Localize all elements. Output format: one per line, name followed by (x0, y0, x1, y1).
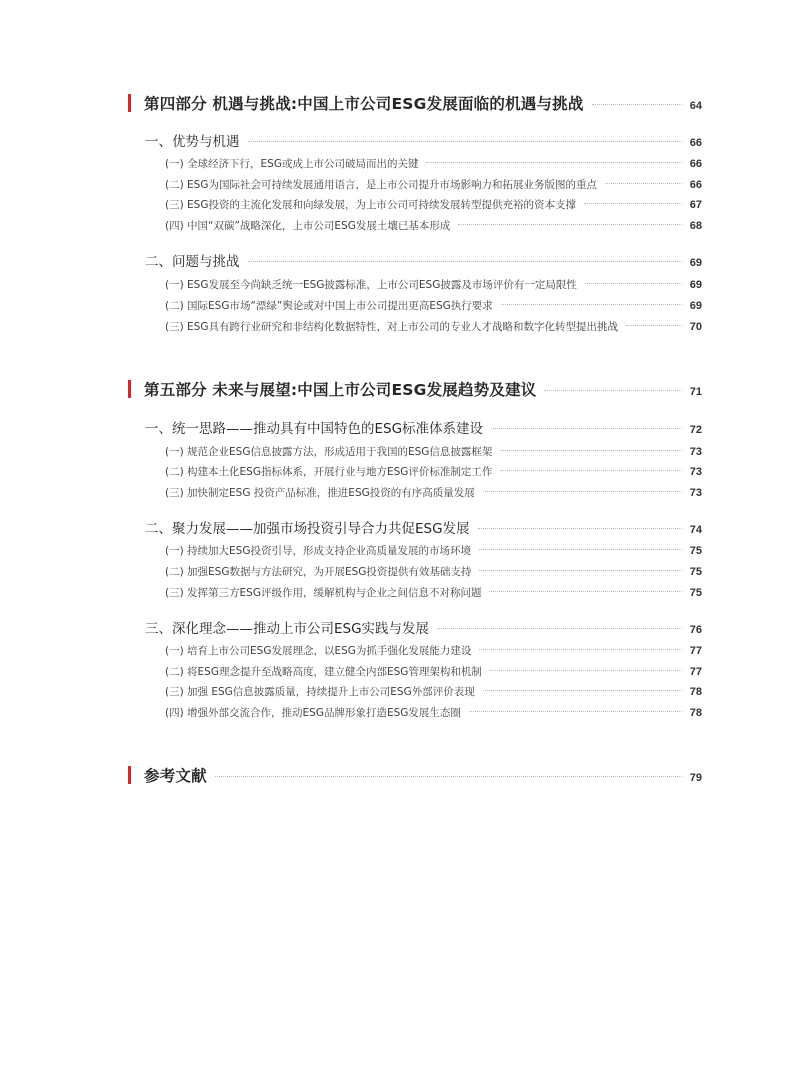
page-number: 69 (689, 279, 702, 291)
dot-leader (544, 390, 681, 391)
toc-item[interactable] (165, 444, 702, 462)
part-title: 参考文献 (144, 767, 207, 785)
toc-item[interactable] (165, 485, 702, 503)
dot-leader (483, 690, 682, 691)
page-number: 72 (689, 424, 702, 436)
dot-leader (215, 776, 682, 777)
toc-section-5-1[interactable] (145, 417, 702, 437)
dot-leader (592, 104, 682, 105)
toc-item[interactable] (165, 319, 702, 337)
item-title: (一) 规范企业ESG信息披露方法，形成适用于我国的ESG信息披露框架 (165, 446, 493, 458)
toc-item[interactable] (165, 464, 702, 482)
item-title: (二) ESG为国际社会可持续发展通用语言，是上市公司提升市场影响力和拓展业务版图的重点 (165, 179, 597, 191)
page-number: 68 (689, 220, 702, 232)
dot-leader (489, 591, 681, 592)
section-title: 二、聚力发展——加强市场投资引导合力共促ESG发展 (145, 521, 470, 537)
part-marker (128, 94, 131, 112)
toc-item[interactable] (165, 277, 702, 295)
toc-item[interactable] (165, 197, 702, 215)
page-number: 73 (689, 487, 702, 499)
dot-leader (490, 670, 682, 671)
page-number: 75 (689, 545, 702, 557)
dot-leader (491, 428, 682, 429)
toc-section-4-2[interactable] (145, 250, 702, 270)
toc-references[interactable] (128, 764, 702, 788)
toc-part-5[interactable] (128, 378, 702, 402)
page-number: 66 (689, 179, 702, 191)
dot-leader (248, 141, 682, 142)
page-number: 78 (689, 686, 702, 698)
toc-item[interactable] (165, 643, 702, 661)
dot-leader (626, 325, 682, 326)
item-title: (二) 国际ESG市场“漂绿”舆论或对中国上市公司提出更高ESG执行要求 (165, 300, 493, 312)
page-number: 77 (689, 666, 702, 678)
section-title: 二、问题与挑战 (145, 254, 240, 270)
page-number: 75 (689, 566, 702, 578)
page-number: 71 (689, 386, 702, 398)
page-number: 73 (689, 446, 702, 458)
section-title: 一、统一思路——推动具有中国特色的ESG标准体系建设 (145, 421, 484, 437)
item-title: (一) 持续加大ESG投资引导，形成支持企业高质量发展的市场环境 (165, 545, 471, 557)
dot-leader (500, 450, 681, 451)
item-title: (三) 加强 ESG信息披露质量，持续提升上市公司ESG外部评价表现 (165, 686, 475, 698)
toc-item[interactable] (165, 543, 702, 561)
toc-item[interactable] (165, 156, 702, 174)
dot-leader (478, 528, 682, 529)
toc-item[interactable] (165, 298, 702, 316)
item-title: (三) 发挥第三方ESG评级作用，缓解机构与企业之间信息不对称问题 (165, 587, 482, 599)
item-title: (二) 构建本土化ESG指标体系，开展行业与地方ESG评价标准制定工作 (165, 466, 493, 478)
item-title: (一) ESG发展至今尚缺乏统一ESG披露标准，上市公司ESG披露及市场评价有一定局限性 (165, 279, 577, 291)
dot-leader (479, 649, 681, 650)
dot-leader (469, 711, 682, 712)
item-title: (二) 将ESG理念提升至战略高度，建立健全内部ESG管理架构和机制 (165, 666, 482, 678)
item-title: (二) 加强ESG数据与方法研究，为开展ESG投资提供有效基础支持 (165, 566, 472, 578)
dot-leader (458, 224, 681, 225)
page-number: 64 (689, 100, 702, 112)
toc-item[interactable] (165, 705, 702, 723)
section-title: 三、深化理念——推动上市公司ESG实践与发展 (145, 621, 430, 637)
page-number: 66 (689, 158, 702, 170)
page-number: 70 (689, 321, 702, 333)
dot-leader (437, 628, 682, 629)
toc-item[interactable] (165, 664, 702, 682)
dot-leader (479, 549, 682, 550)
toc-item[interactable] (165, 585, 702, 603)
page-number: 75 (689, 587, 702, 599)
dot-leader (248, 261, 682, 262)
item-title: (三) ESG投资的主流化发展和向绿发展，为上市公司可持续发展转型提供充裕的资本支撑 (165, 199, 576, 211)
toc-part-4[interactable] (128, 92, 702, 116)
page-number: 74 (689, 524, 702, 536)
dot-leader (585, 283, 682, 284)
part-marker (128, 766, 131, 784)
dot-leader (500, 470, 681, 471)
item-title: (四) 增强外部交流合作，推动ESG品牌形象打造ESG发展生态圈 (165, 707, 461, 719)
part-marker (128, 380, 131, 398)
page-number: 66 (689, 137, 702, 149)
toc-section-5-3[interactable] (145, 617, 702, 637)
page-number: 79 (689, 772, 702, 784)
toc-section-5-2[interactable] (145, 517, 702, 537)
item-title: (三) ESG具有跨行业研究和非结构化数据特性，对上市公司的专业人才战略和数字化转型提出挑战 (165, 321, 618, 333)
part-title: 第四部分 机遇与挑战:中国上市公司ESG发展面临的机遇与挑战 (144, 95, 584, 113)
section-title: 一、优势与机遇 (145, 134, 240, 150)
page-number: 67 (689, 199, 702, 211)
toc-section-4-1[interactable] (145, 130, 702, 150)
toc-item[interactable] (165, 218, 702, 236)
dot-leader (501, 304, 682, 305)
dot-leader (605, 183, 682, 184)
item-title: (一) 全球经济下行，ESG或成上市公司破局而出的关键 (165, 158, 419, 170)
toc-item[interactable] (165, 564, 702, 582)
page-number: 77 (689, 645, 702, 657)
toc-item[interactable] (165, 684, 702, 702)
dot-leader (584, 203, 682, 204)
dot-leader (479, 570, 681, 571)
page-number: 73 (689, 466, 702, 478)
page-number: 69 (689, 257, 702, 269)
part-title: 第五部分 未来与展望:中国上市公司ESG发展趋势及建议 (144, 381, 537, 399)
toc-item[interactable] (165, 177, 702, 195)
dot-leader (483, 491, 682, 492)
item-title: (一) 培育上市公司ESG发展理念，以ESG为抓手强化发展能力建设 (165, 645, 472, 657)
item-title: (四) 中国“双碳”战略深化，上市公司ESG发展土壤已基本形成 (165, 220, 451, 232)
page-number: 69 (689, 300, 702, 312)
item-title: (三) 加快制定ESG 投资产品标准，推进ESG投资的有序高质量发展 (165, 487, 475, 499)
page-number: 78 (689, 707, 702, 719)
page-number: 76 (689, 624, 702, 636)
dot-leader (426, 162, 681, 163)
